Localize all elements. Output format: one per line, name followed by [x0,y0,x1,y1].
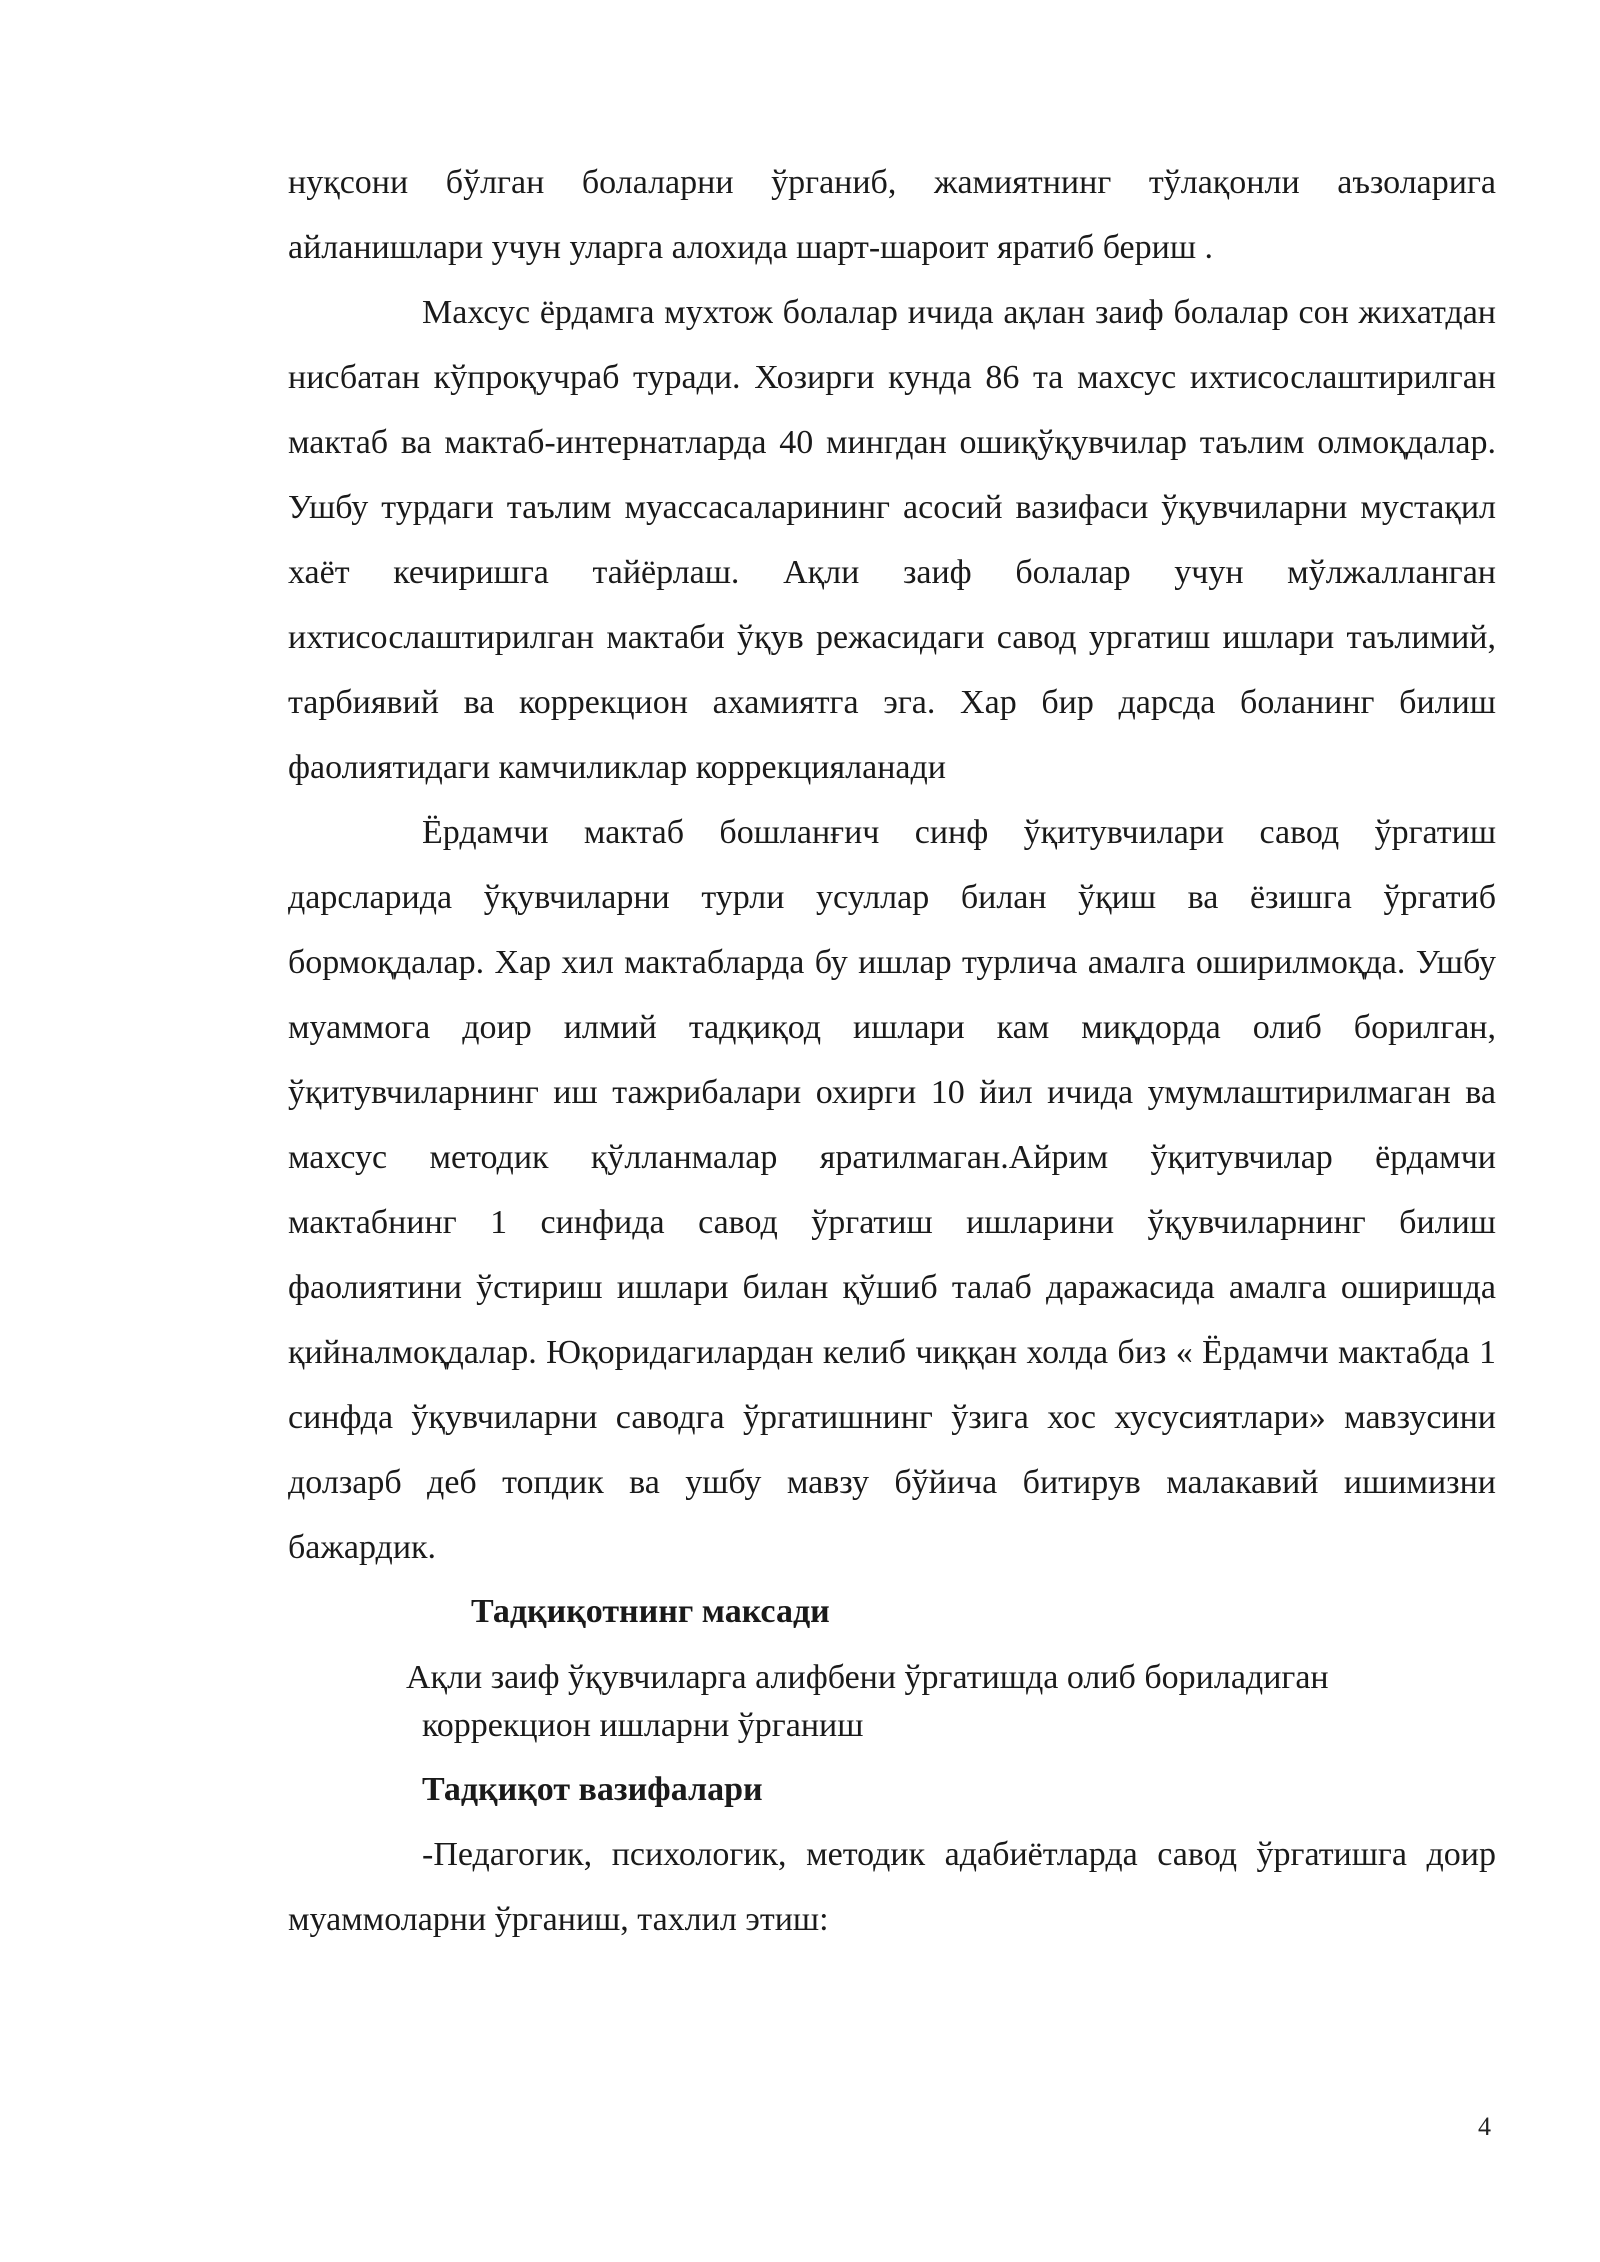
research-goal-line-2: коррекцион ишларни ўрганиш [422,1707,864,1744]
paragraph-primary-teachers: Ёрдамчи мактаб бошланғич синф ўқитувчилари савод ўргатиш дарсларида ўқувчиларни турли усуллар билан ўқиш ва ёзишга ўргатиб бормоқдалар. Хар хил мактабларда бу ишлар турлича амалга оширилмоқда. Ушбу муаммога доир илмий тадқиқод ишлари кам миқдорда олиб борилган, ўқитувчиларнинг иш тажрибалари охирги 10 йил ичида умумлаштирилмаган ва махсус методик қўлланмалар яратилмаган.Айрим ўқитувчилар ёрдамчи мактабнинг 1 синфида савод ўргатиш ишларини ўқувчиларнинг билиш фаолиятини ўстириш ишлари билан қўшиб талаб даражасида амалга оширишда қийналмоқдалар. Юқоридагилардан келиб чиққан холда биз « Ёрдамчи мактабда 1 синфда ўқувчиларни саводга ўргатишнинг ўзига хос хусусиятлари» мавзусини долзарб деб топдик ва ушбу мавзу бўйича битирув малакавий ишимизни бажардик. [288,814,1496,1566]
document-page [288,150,1496,1952]
research-task-item-1: -Педагогик, психологик, методик адабиётларда савод ўргатишга доир муаммоларни ўрганиш, тахлил этиш: [288,1836,1496,1938]
page-number: 4 [1478,2112,1491,2141]
paragraph-intro-continuation: нуқсони бўлган болаларни ўрганиб, жамиятнинг тўлақонли аъзоларига айланишлари учун уларга алохида шарт-шароит яратиб бериш . [288,164,1496,266]
heading-research-goal: Тадқиқотнинг максади [471,1593,830,1630]
research-goal-line-1: Ақли заиф ўқувчиларга алифбени ўргатишда олиб бориладиган [406,1659,1329,1696]
heading-research-tasks: Тадқиқот вазифалари [422,1771,763,1808]
paragraph-special-needs: Махсус ёрдамга мухтож болалар ичида ақлан заиф болалар сон жихатдан нисбатан кўпроқучраб туради. Хозирги кунда 86 та махсус ихтисослаштирилган мактаб ва мактаб-интернатларда 40 мингдан ошиқўқувчилар таълим олмоқдалар. Ушбу турдаги таълим муассасаларининг асосий вазифаси ўқувчиларни мустақил хаёт кечиришга тайёрлаш. Ақли заиф болалар учун мўлжалланган ихтисослаштирилган мактаби ўқув режасидаги савод ургатиш ишлари таълимий, тарбиявий ва коррекцион ахамиятга эга. Хар бир дарсда боланинг билиш фаолиятидаги камчиликлар коррекцияланади [288,294,1496,786]
research-goal-text [288,1644,1496,1758]
